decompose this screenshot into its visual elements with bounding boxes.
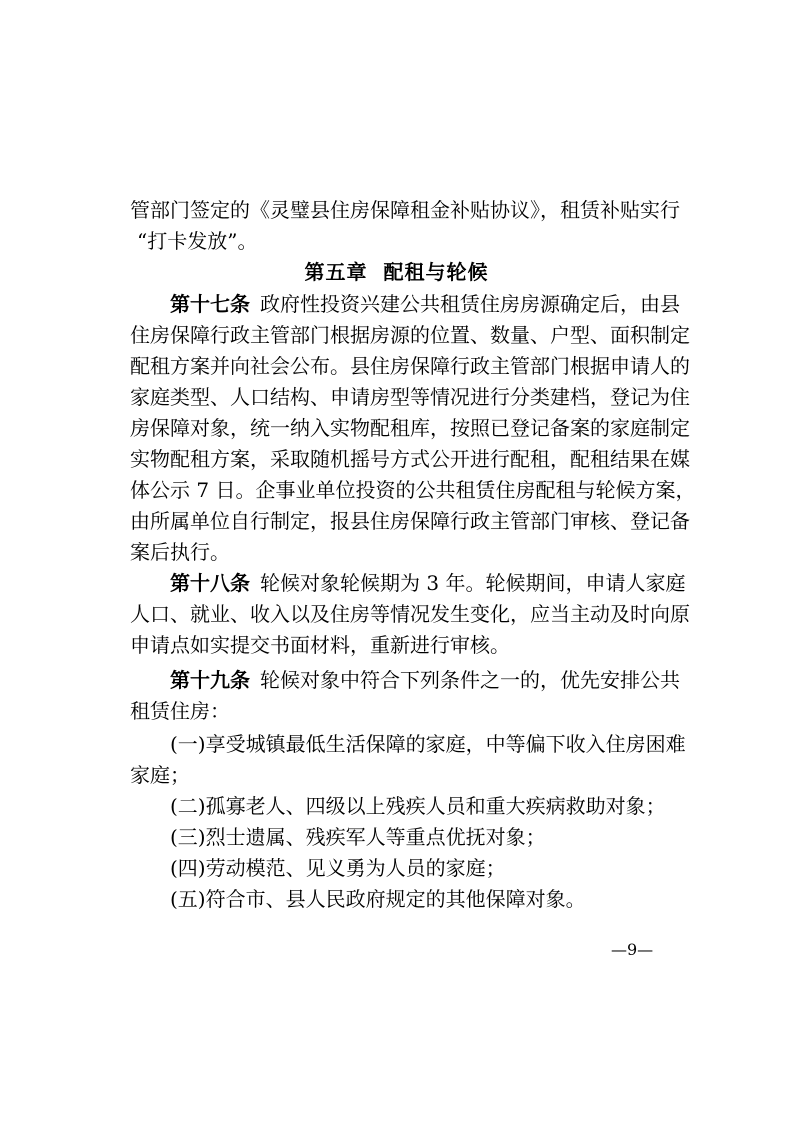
article-18-label: 第十八条 (170, 571, 250, 595)
article-19-first-line: 第十九条 轮候对象中符合下列条件之一的，优先安排公共 (170, 663, 793, 697)
list-item: (一)享受城镇最低生活保障的家庭，中等偏下收入住房困难 (170, 732, 686, 756)
text-line: 配租方案并向社会公布。县住房保障行政主管部门根据申请人的 (130, 354, 690, 378)
text-line: 实物配租方案，采取随机摇号方式公开进行配租，配租结果在媒 (130, 447, 690, 471)
page-number: —9— (611, 940, 654, 959)
text-line: 租赁住房： (130, 699, 230, 723)
text-line: 房保障对象，统一纳入实物配租库，按照已登记备案的家庭制定 (130, 416, 690, 440)
text-line: 家庭类型、人口结构、申请房型等情况进行分类建档，登记为住 (130, 385, 690, 409)
list-item: (四)劳动模范、见义勇为人员的家庭； (170, 856, 506, 880)
text-line: 住房保障行政主管部门根据房源的位置、数量、户型、面积制定 (130, 323, 690, 347)
text-line: 管部门签定的《灵璧县住房保障租金补贴协议》，租赁补贴实行 (130, 198, 680, 222)
chapter-heading (0, 255, 793, 289)
text-line: 人口、就业、收入以及住房等情况发生变化，应当主动及时向原 (130, 602, 690, 626)
chapter-title: 配租与轮候 (383, 260, 489, 284)
text-line: 申请点如实提交书面材料，重新进行审核。 (130, 633, 510, 657)
article-17-label: 第十七条 (170, 292, 250, 316)
list-item: (五)符合市、县人民政府规定的其他保障对象。 (170, 887, 586, 911)
text-line: “打卡发放”。 (137, 229, 258, 253)
article-19-label: 第十九条 (170, 668, 250, 692)
chapter-number: 第五章 (304, 260, 368, 284)
text-line: 由所属单位自行制定，报县住房保障行政主管部门审核、登记备 (130, 509, 690, 533)
list-item-continuation: 家庭； (130, 763, 190, 787)
list-item: (三)烈士遗属、残疾军人等重点优抚对象； (170, 825, 546, 849)
article-17-first-line: 第十七条 政府性投资兴建公共租赁住房房源确定后，由县 (170, 287, 793, 321)
article-18-first-line: 第十八条 轮候对象轮候期为 3 年。轮候期间，申请人家庭 (170, 566, 793, 600)
text-line: 体公示 7 日。企事业单位投资的公共租赁住房配租与轮候方案， (130, 478, 696, 502)
list-item: (二)孤寡老人、四级以上残疾人员和重大疾病救助对象； (170, 794, 666, 818)
text-line: 案后执行。 (130, 540, 230, 564)
